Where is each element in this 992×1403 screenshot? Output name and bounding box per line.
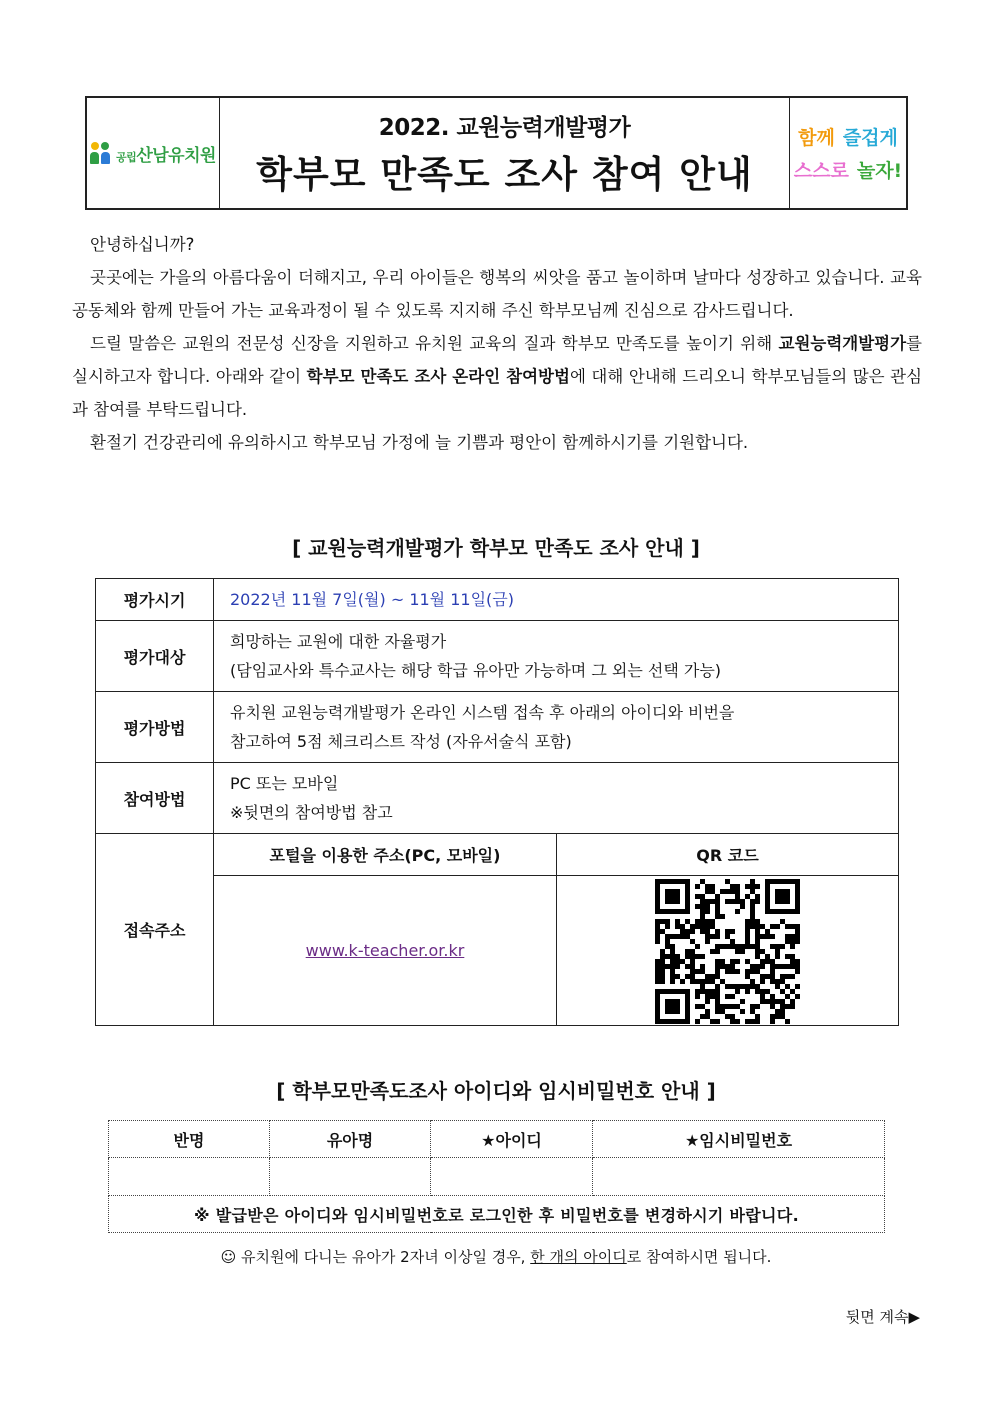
class-cell [109, 1158, 270, 1196]
survey-info-table [95, 578, 899, 1026]
section-title-survey: [ 교원능력개발평가 학부모 만족도 조사 안내 ] [292, 536, 700, 560]
target-value: 희망하는 교원에 대한 자율평가 (담임교사와 특수교사는 해당 학급 유아만 가능하며 그 외는 선택 가능) [214, 621, 899, 692]
title-block [220, 98, 790, 208]
motto [790, 98, 906, 208]
paragraph-1: 곳곳에는 가을의 아름다움이 더해지고, 우리 아이들은 행복의 씨앗을 품고 놀이하며 날마다 성장하고 있습니다. 교육공동체와 함께 만들어 가는 교육과정이 될 수 있도록 지지해 주신 학부모님께 진심으로 감사드립니다. [72, 268, 922, 320]
qr-header: QR 코드 [557, 834, 899, 876]
paragraph-2: 드릴 말씀은 교원의 전문성 신장을 지원하고 유치원 교육의 질과 학부모 만족도를 높이기 위해 교원능력개발평가를 실시하고자 합니다. 아래와 같이 학부모 만족도 조사 온라인 참여방법에 대해 안내해 드리오니 학부모님들의 많은 관심과 참여를 부탁드립니다. [72, 334, 923, 419]
child-cell [270, 1158, 431, 1196]
target-label: 평가대상 [96, 621, 214, 692]
qr-cell [557, 876, 899, 1026]
period-value: 2022년 11월 7일(월) ~ 11월 11일(금) [214, 579, 899, 621]
sibling-footnote: ☺ 유치원에 다니는 유아가 2자녀 이상일 경우, 한 개의 아이디로 참여하시면 됩니다. [220, 1248, 772, 1266]
page-title: 학부모 만족도 조사 참여 안내 [256, 152, 753, 196]
col-child-header: 유아명 [270, 1121, 431, 1158]
col-class-header: 반명 [109, 1121, 270, 1158]
letter-body [72, 228, 922, 459]
portal-header: 포털을 이용한 주소(PC, 모바일) [214, 834, 557, 876]
motto-word: 함께 [798, 127, 835, 149]
portal-url-cell [214, 876, 557, 1026]
method-value: 유치원 교원능력개발평가 온라인 시스템 접속 후 아래의 아이디와 비번을 참고하여 5점 체크리스트 작성 (자유서술식 포함) [214, 692, 899, 763]
qr-code-icon[interactable] [654, 878, 802, 1024]
motto-word: 놀자! [856, 160, 903, 182]
continued-on-back: 뒷면 계속▶ [845, 1308, 920, 1326]
method-label: 평가방법 [96, 692, 214, 763]
period-label: 평가시기 [96, 579, 214, 621]
id-cell [431, 1158, 593, 1196]
section-title-id: [ 학부모만족도조사 아이디와 임시비밀번호 안내 ] [276, 1079, 716, 1103]
portal-link[interactable]: www.k-teacher.or.kr [305, 941, 465, 960]
col-password-header: ★임시비밀번호 [593, 1121, 885, 1158]
children-logo-icon [90, 141, 112, 165]
header-box [85, 96, 908, 210]
school-name: 공립산남유치원 [116, 145, 216, 166]
id-password-table [108, 1120, 885, 1233]
password-cell [593, 1158, 885, 1196]
title-subtitle: 2022. 교원능력개발평가 [378, 114, 631, 141]
access-label: 접속주소 [96, 834, 214, 1026]
school-logo [87, 98, 220, 208]
motto-word: 스스로 [793, 160, 849, 182]
motto-word: 즐겁게 [842, 127, 898, 149]
greeting: 안녕하십니까? [90, 235, 195, 254]
join-value: PC 또는 모바일 ※뒷면의 참여방법 참고 [214, 763, 899, 834]
col-id-header: ★아이디 [431, 1121, 593, 1158]
password-notice: ※ 발급받은 아이디와 임시비밀번호로 로그인한 후 비밀번호를 변경하시기 바랍니다. [109, 1196, 885, 1233]
join-label: 참여방법 [96, 763, 214, 834]
paragraph-3: 환절기 건강관리에 유의하시고 학부모님 가정에 늘 기쁨과 평안이 함께하시기를 기원합니다. [90, 433, 749, 452]
